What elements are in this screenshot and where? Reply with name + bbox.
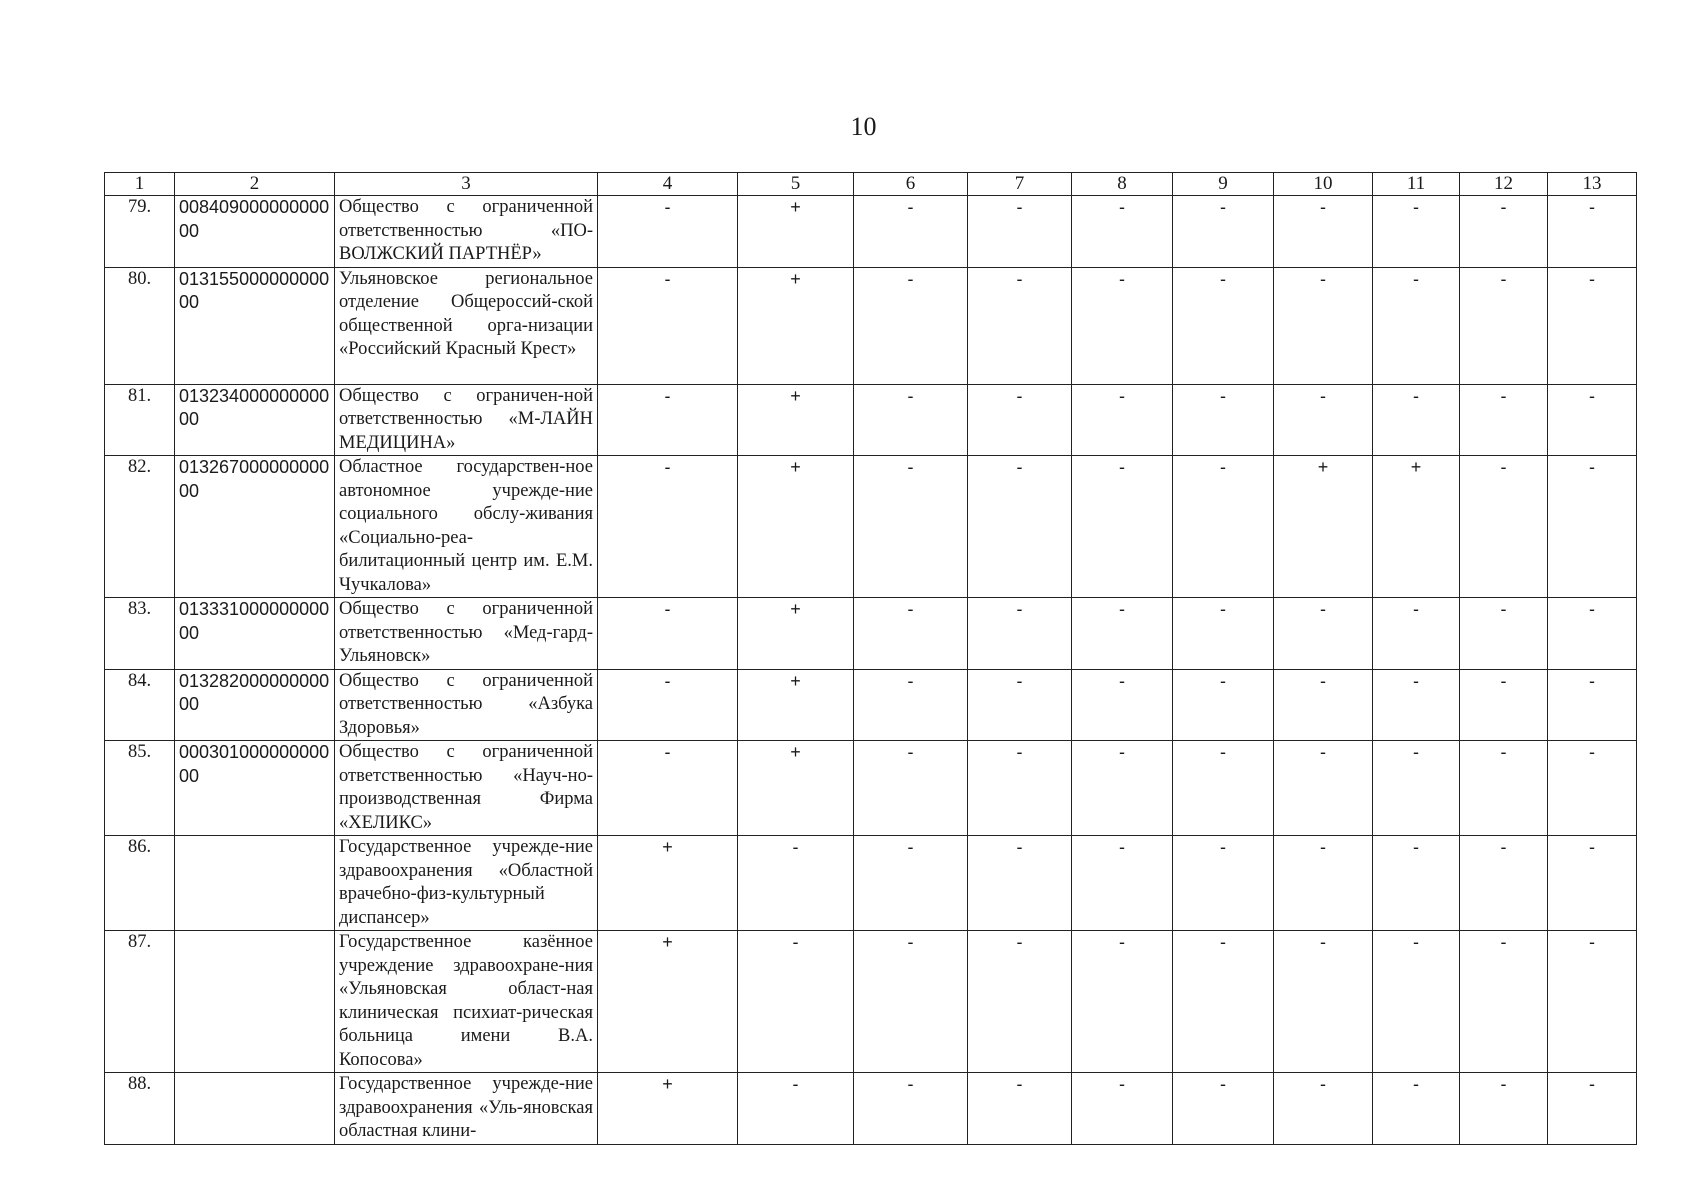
mark-cell: - bbox=[1072, 598, 1173, 670]
mark-cell: - bbox=[854, 598, 968, 670]
mark-cell: - bbox=[598, 384, 738, 456]
mark-cell: - bbox=[1173, 598, 1274, 670]
mark-cell: + bbox=[598, 836, 738, 931]
mark-cell: - bbox=[968, 267, 1072, 384]
mark-cell: - bbox=[1274, 598, 1373, 670]
column-header: 11 bbox=[1373, 173, 1460, 196]
page-number: 10 bbox=[850, 112, 877, 141]
mark-cell: - bbox=[1373, 598, 1460, 670]
mark-cell: - bbox=[598, 741, 738, 836]
mark-cell: - bbox=[1072, 267, 1173, 384]
mark-cell: - bbox=[1274, 669, 1373, 741]
column-header: 1 bbox=[105, 173, 175, 196]
mark-cell: - bbox=[1373, 931, 1460, 1073]
column-header: 4 bbox=[598, 173, 738, 196]
registry-table bbox=[104, 172, 1637, 1145]
mark-cell: - bbox=[1173, 267, 1274, 384]
mark-cell: - bbox=[598, 196, 738, 268]
mark-cell: + bbox=[738, 669, 854, 741]
row-number-cell: 85. bbox=[105, 741, 175, 836]
organization-name-cell: Государственное учрежде-ние здравоохранения «Областной врачебно-физ-культурный диспансер» bbox=[335, 836, 598, 931]
column-header: 7 bbox=[968, 173, 1072, 196]
mark-cell: - bbox=[1274, 384, 1373, 456]
mark-cell: - bbox=[1460, 669, 1548, 741]
mark-cell: - bbox=[1460, 931, 1548, 1073]
mark-cell: - bbox=[1072, 836, 1173, 931]
registry-code-cell: 01326700000000000 bbox=[175, 456, 335, 598]
mark-cell: - bbox=[1274, 931, 1373, 1073]
column-header: 13 bbox=[1548, 173, 1637, 196]
table-row bbox=[105, 931, 1637, 1073]
mark-cell: + bbox=[738, 384, 854, 456]
mark-cell: - bbox=[1173, 741, 1274, 836]
mark-cell: - bbox=[968, 598, 1072, 670]
organization-name-cell: Общество с ограниченной ответственностью «Азбука Здоровья» bbox=[335, 669, 598, 741]
mark-cell: - bbox=[854, 836, 968, 931]
column-header: 5 bbox=[738, 173, 854, 196]
header-row bbox=[105, 173, 1637, 196]
organization-name-cell: Общество с ограниченной ответственностью «Науч-но-производственная Фирма «ХЕЛИКС» bbox=[335, 741, 598, 836]
mark-cell: - bbox=[738, 836, 854, 931]
mark-cell: - bbox=[1548, 456, 1637, 598]
mark-cell: - bbox=[1173, 456, 1274, 598]
mark-cell: - bbox=[854, 931, 968, 1073]
mark-cell: + bbox=[598, 931, 738, 1073]
mark-cell: - bbox=[968, 456, 1072, 598]
mark-cell: - bbox=[854, 456, 968, 598]
mark-cell: - bbox=[854, 1073, 968, 1145]
organization-name-cell: Общество с ограниченной ответственностью «ПО-ВОЛЖСКИЙ ПАРТНЁР» bbox=[335, 196, 598, 268]
mark-cell: - bbox=[968, 669, 1072, 741]
organization-name-cell: Общество с ограниченной ответственностью «Мед-гард-Ульяновск» bbox=[335, 598, 598, 670]
mark-cell: - bbox=[968, 741, 1072, 836]
mark-cell: - bbox=[1072, 669, 1173, 741]
mark-cell: - bbox=[1072, 384, 1173, 456]
table-row bbox=[105, 598, 1637, 670]
organization-name-cell: Государственное учрежде-ние здравоохранения «Уль-яновская областная клини- bbox=[335, 1073, 598, 1145]
table-body bbox=[105, 196, 1637, 1145]
registry-code-cell bbox=[175, 836, 335, 931]
mark-cell: - bbox=[1460, 384, 1548, 456]
column-header: 9 bbox=[1173, 173, 1274, 196]
mark-cell: - bbox=[854, 669, 968, 741]
mark-cell: - bbox=[1274, 741, 1373, 836]
row-number-cell: 80. bbox=[105, 267, 175, 384]
mark-cell: - bbox=[1373, 741, 1460, 836]
mark-cell: - bbox=[1173, 196, 1274, 268]
mark-cell: - bbox=[968, 1073, 1072, 1145]
row-number-cell: 79. bbox=[105, 196, 175, 268]
registry-code-cell bbox=[175, 1073, 335, 1145]
mark-cell: - bbox=[1373, 1073, 1460, 1145]
column-header: 10 bbox=[1274, 173, 1373, 196]
mark-cell: + bbox=[738, 741, 854, 836]
mark-cell: - bbox=[598, 456, 738, 598]
mark-cell: - bbox=[1072, 456, 1173, 598]
mark-cell: - bbox=[1072, 196, 1173, 268]
mark-cell: - bbox=[1548, 267, 1637, 384]
mark-cell: - bbox=[1274, 1073, 1373, 1145]
mark-cell: - bbox=[1173, 931, 1274, 1073]
mark-cell: - bbox=[1460, 267, 1548, 384]
mark-cell: + bbox=[1373, 456, 1460, 598]
mark-cell: - bbox=[1460, 598, 1548, 670]
mark-cell: - bbox=[1072, 931, 1173, 1073]
mark-cell: - bbox=[738, 1073, 854, 1145]
mark-cell: - bbox=[1173, 384, 1274, 456]
mark-cell: - bbox=[1460, 836, 1548, 931]
mark-cell: - bbox=[968, 836, 1072, 931]
mark-cell: - bbox=[1173, 1073, 1274, 1145]
registry-code-cell: 00030100000000000 bbox=[175, 741, 335, 836]
mark-cell: - bbox=[1072, 741, 1173, 836]
column-header: 6 bbox=[854, 173, 968, 196]
organization-name-cell: Ульяновское региональное отделение Общероссий-ской общественной орга-низации «Российский Красный Крест» bbox=[335, 267, 598, 384]
registry-code-cell: 01315500000000000 bbox=[175, 267, 335, 384]
registry-code-cell: 01328200000000000 bbox=[175, 669, 335, 741]
row-number-cell: 81. bbox=[105, 384, 175, 456]
row-number-cell: 82. bbox=[105, 456, 175, 598]
mark-cell: - bbox=[968, 196, 1072, 268]
registry-code-cell: 01323400000000000 bbox=[175, 384, 335, 456]
mark-cell: - bbox=[1173, 836, 1274, 931]
table-row bbox=[105, 741, 1637, 836]
mark-cell: - bbox=[854, 196, 968, 268]
mark-cell: - bbox=[1548, 931, 1637, 1073]
mark-cell: - bbox=[1548, 1073, 1637, 1145]
mark-cell: + bbox=[738, 196, 854, 268]
mark-cell: - bbox=[968, 384, 1072, 456]
mark-cell: + bbox=[738, 456, 854, 598]
row-number-cell: 86. bbox=[105, 836, 175, 931]
mark-cell: + bbox=[598, 1073, 738, 1145]
registry-code-cell: 01333100000000000 bbox=[175, 598, 335, 670]
table-row bbox=[105, 384, 1637, 456]
mark-cell: - bbox=[1373, 384, 1460, 456]
mark-cell: - bbox=[1274, 196, 1373, 268]
mark-cell: - bbox=[854, 267, 968, 384]
column-header: 3 bbox=[335, 173, 598, 196]
mark-cell: - bbox=[598, 598, 738, 670]
mark-cell: - bbox=[1373, 267, 1460, 384]
organization-name-cell: Государственное казённое учреждение здравоохране-ния «Ульяновская област-ная клиническая психиат-рическая больница имени В.А. Копосова» bbox=[335, 931, 598, 1073]
mark-cell: - bbox=[1548, 384, 1637, 456]
mark-cell: - bbox=[1548, 836, 1637, 931]
table-row bbox=[105, 1073, 1637, 1145]
registry-code-cell: 00840900000000000 bbox=[175, 196, 335, 268]
mark-cell: - bbox=[1460, 196, 1548, 268]
mark-cell: + bbox=[738, 267, 854, 384]
mark-cell: - bbox=[1548, 741, 1637, 836]
row-number-cell: 87. bbox=[105, 931, 175, 1073]
mark-cell: - bbox=[1072, 1073, 1173, 1145]
table-row bbox=[105, 456, 1637, 598]
organization-name-cell: Областное государствен-ное автономное учрежде-ние социального обслу-живания «Социально-реа-билитационный центр им. Е.М. Чучкалова» bbox=[335, 456, 598, 598]
mark-cell: - bbox=[1548, 669, 1637, 741]
mark-cell: - bbox=[1173, 669, 1274, 741]
registry-code-cell bbox=[175, 931, 335, 1073]
mark-cell: - bbox=[1460, 456, 1548, 598]
table-row bbox=[105, 196, 1637, 268]
table-row bbox=[105, 267, 1637, 384]
row-number-cell: 83. bbox=[105, 598, 175, 670]
mark-cell: + bbox=[1274, 456, 1373, 598]
mark-cell: - bbox=[738, 931, 854, 1073]
mark-cell: + bbox=[738, 598, 854, 670]
column-header: 8 bbox=[1072, 173, 1173, 196]
mark-cell: - bbox=[1460, 741, 1548, 836]
mark-cell: - bbox=[1460, 1073, 1548, 1145]
mark-cell: - bbox=[598, 669, 738, 741]
mark-cell: - bbox=[1373, 196, 1460, 268]
mark-cell: - bbox=[598, 267, 738, 384]
column-header: 2 bbox=[175, 173, 335, 196]
row-number-cell: 84. bbox=[105, 669, 175, 741]
mark-cell: - bbox=[1373, 669, 1460, 741]
column-header: 12 bbox=[1460, 173, 1548, 196]
table-row bbox=[105, 836, 1637, 931]
mark-cell: - bbox=[1373, 836, 1460, 931]
mark-cell: - bbox=[854, 384, 968, 456]
mark-cell: - bbox=[1274, 267, 1373, 384]
organization-name-cell: Общество с ограничен-ной ответственностью «М-ЛАЙН МЕДИЦИНА» bbox=[335, 384, 598, 456]
mark-cell: - bbox=[1548, 598, 1637, 670]
mark-cell: - bbox=[968, 931, 1072, 1073]
row-number-cell: 88. bbox=[105, 1073, 175, 1145]
mark-cell: - bbox=[854, 741, 968, 836]
mark-cell: - bbox=[1548, 196, 1637, 268]
mark-cell: - bbox=[1274, 836, 1373, 931]
table-row bbox=[105, 669, 1637, 741]
